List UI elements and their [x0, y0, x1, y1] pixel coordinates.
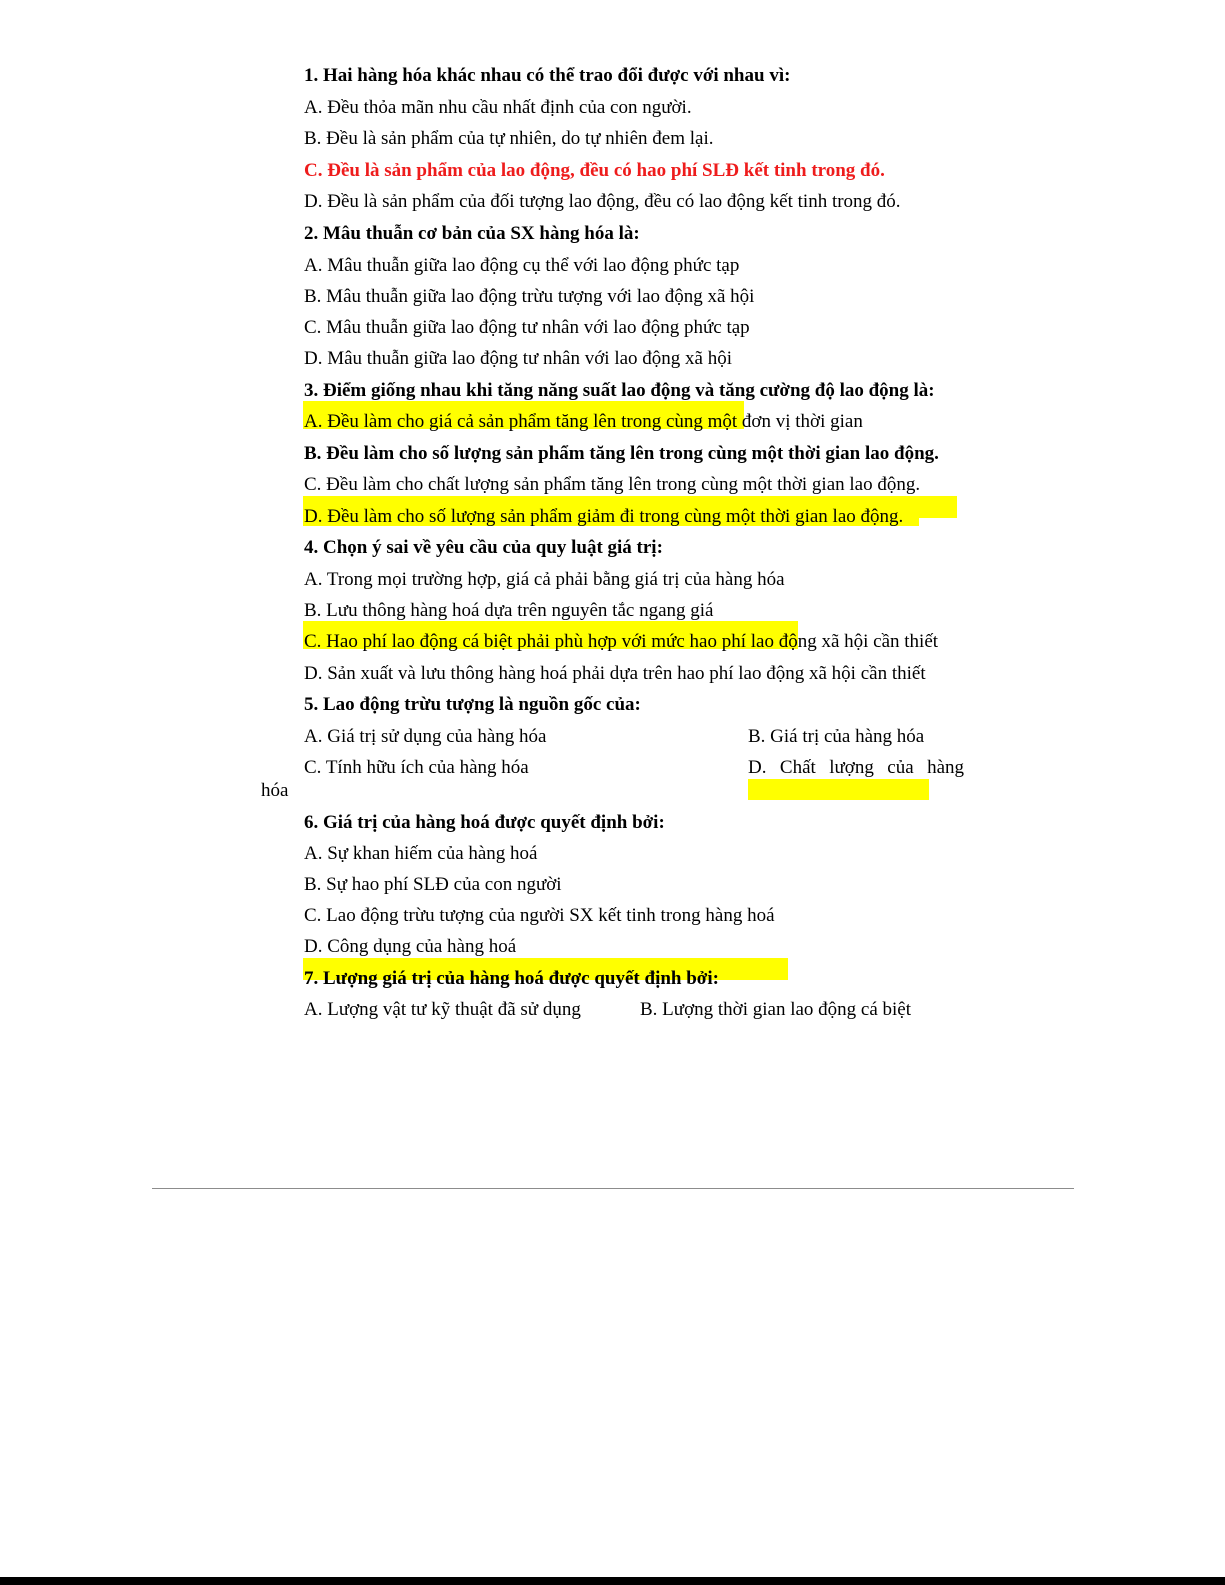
question-7-title: 7. Lượng giá trị của hàng hoá được quyết định bởi:	[304, 968, 719, 989]
question-6-option-a: A. Sự khan hiếm của hàng hoá	[304, 843, 538, 864]
question-1-option-c-answer: C. Đều là sản phẩm của lao động, đều có hao phí SLĐ kết tinh trong đó.	[304, 160, 885, 181]
bottom-edge-bar	[0, 1577, 1225, 1585]
question-6-title: 6. Giá trị của hàng hoá được quyết định bởi:	[304, 812, 665, 833]
question-3-option-a: A. Đều làm cho giá cả sản phẩm tăng lên trong cùng một đơn vị thời gian	[304, 411, 863, 432]
question-6-option-b: B. Sự hao phí SLĐ của con người	[304, 874, 562, 895]
highlight-q5-d	[748, 779, 929, 800]
question-3-option-b: B. Đều làm cho số lượng sản phẩm tăng lên trong cùng một thời gian lao động.	[304, 443, 939, 464]
question-7-option-a: A. Lượng vật tư kỹ thuật đã sử dụng	[304, 999, 581, 1020]
question-5-option-d-word: lượng	[829, 757, 874, 778]
question-5-title: 5. Lao động trừu tượng là nguồn gốc của:	[304, 694, 641, 715]
question-1-option-b: B. Đều là sản phẩm của tự nhiên, do tự nhiên đem lại.	[304, 128, 714, 149]
question-4-option-b: B. Lưu thông hàng hoá dựa trên nguyên tắc ngang giá	[304, 600, 714, 621]
question-5-option-d	[748, 756, 964, 780]
question-5-wrap-text: hóa	[261, 780, 289, 801]
question-5-option-a: A. Giá trị sử dụng của hàng hóa	[304, 726, 547, 747]
question-1-option-d: D. Đều là sản phẩm của đối tượng lao động, đều có lao động kết tinh trong đó.	[304, 191, 901, 212]
question-5-option-b: B. Giá trị của hàng hóa	[748, 726, 925, 747]
question-2-option-d: D. Mâu thuẫn giữa lao động tư nhân với lao động xã hội	[304, 348, 732, 369]
question-4-option-a: A. Trong mọi trường hợp, giá cả phải bằng giá trị của hàng hóa	[304, 569, 785, 590]
question-7-option-b: B. Lượng thời gian lao động cá biệt	[640, 999, 912, 1020]
question-4-option-d: D. Sản xuất và lưu thông hàng hoá phải dựa trên hao phí lao động xã hội cần thiết	[304, 663, 926, 684]
question-2-option-c: C. Mâu thuẫn giữa lao động tư nhân với lao động phức tạp	[304, 317, 750, 338]
question-2-option-b: B. Mâu thuẫn giữa lao động trừu tượng với lao động xã hội	[304, 286, 755, 307]
question-3-option-d: D. Đều làm cho số lượng sản phẩm giảm đi trong cùng một thời gian lao động.	[304, 506, 904, 527]
question-2-title: 2. Mâu thuẫn cơ bản của SX hàng hóa là:	[304, 223, 640, 244]
question-3-option-c: C. Đều làm cho chất lượng sản phẩm tăng lên trong cùng một thời gian lao động.	[304, 474, 921, 495]
question-1-title: 1. Hai hàng hóa khác nhau có thể trao đổi được với nhau vì:	[304, 65, 791, 86]
question-5-option-d-word: D.	[748, 757, 767, 778]
question-3-title: 3. Điểm giống nhau khi tăng năng suất lao động và tăng cường độ lao động là:	[304, 380, 935, 401]
question-5-option-d-word: hàng	[927, 757, 964, 778]
question-5-option-c: C. Tính hữu ích của hàng hóa	[304, 757, 529, 778]
question-5-option-d-word: của	[887, 757, 914, 778]
question-4-option-c: C. Hao phí lao động cá biệt phải phù hợp với mức hao phí lao động xã hội cần thiết	[304, 631, 939, 652]
question-6-option-d: D. Công dụng của hàng hoá	[304, 936, 517, 957]
question-1-option-a: A. Đều thỏa mãn nhu cầu nhất định của con người.	[304, 97, 692, 118]
question-6-option-c: C. Lao động trừu tượng của người SX kết tinh trong hàng hoá	[304, 905, 775, 926]
question-2-option-a: A. Mâu thuẫn giữa lao động cụ thể với lao động phức tạp	[304, 255, 740, 276]
question-5-option-d-word: Chất	[779, 757, 816, 778]
page-separator	[152, 1188, 1074, 1189]
question-4-title: 4. Chọn ý sai về yêu cầu của quy luật giá trị:	[304, 537, 663, 558]
